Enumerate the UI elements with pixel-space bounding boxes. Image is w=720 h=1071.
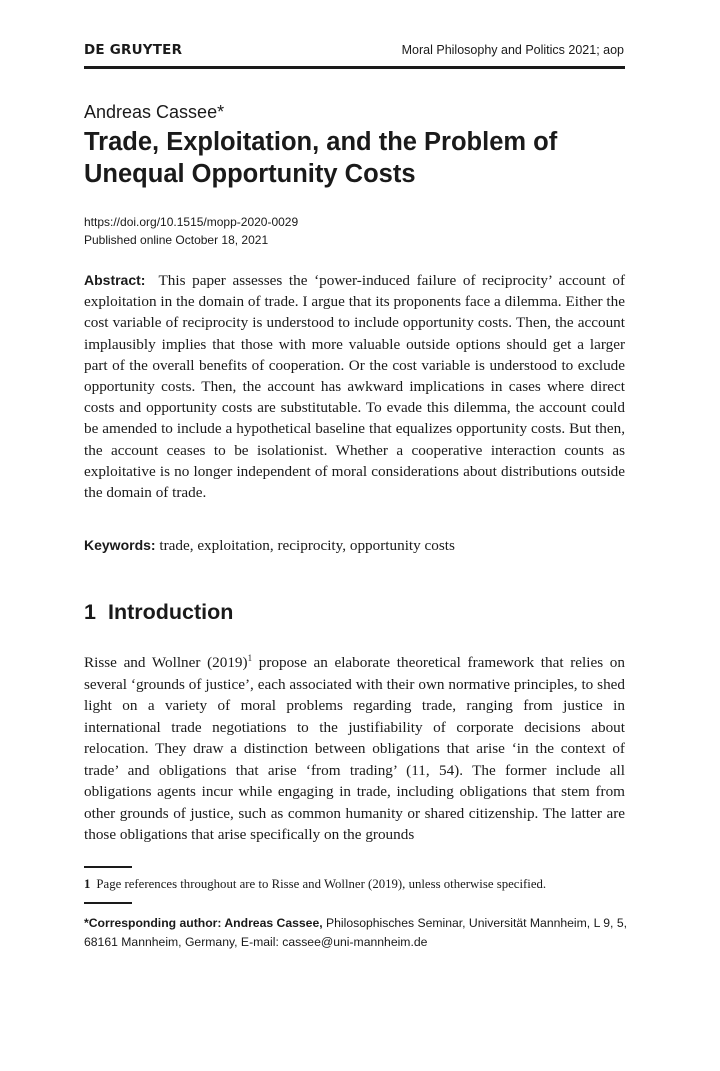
keywords-text: trade, exploitation, reciprocity, opportunity costs (159, 537, 455, 554)
intro-paragraph (84, 652, 625, 846)
abstract (84, 270, 625, 503)
keywords (84, 537, 625, 555)
footnote-text: Page references throughout are to Risse and Wollner (2019), unless otherwise specified. (96, 877, 547, 891)
corresponding-label: *Corresponding author: Andreas Cassee, (84, 916, 323, 930)
published-date: Published online October 18, 2021 (84, 233, 269, 247)
corresponding-rule (84, 902, 132, 904)
corresponding-text: Philosophisches Seminar, Universität Mannheim, L 9, 5, 68161 Mannheim, Germany, E-mail: cassee@uni-mannheim.de (84, 916, 627, 949)
section-heading (84, 600, 233, 625)
section-number: 1 (84, 600, 96, 624)
article-meta (84, 213, 298, 249)
journal-name: Moral Philosophy and Politics 2021; aop (401, 43, 624, 57)
footnote (84, 877, 546, 892)
corresponding-author (84, 914, 629, 952)
abstract-text: This paper assesses the ‘power-induced failure of reciprocity’ account of exploitation in the domain of trade. I argue that its proponents face a dilemma. Either the cost variable of reciprocity is understood to include opportunity costs. Then, the account implausibly implies that those with more valuable outside options should get a larger part of the overall benefits of cooperation. Or the cost variable is understood to exclude opportunity costs. Then, the account has awkward implications in cases where direct costs and opportunity costs are substitutable. To evade this dilemma, the account could be amended to include a hypothetical baseline that equalizes opportunity costs. But then, the account ceases to be isolationist. Whether a cooperative interaction counts as exploitative is no longer independent of moral considerations about distributions outside the domain of trade. (84, 272, 625, 502)
doi-link[interactable]: https://doi.org/10.1515/mopp-2020-0029 (84, 215, 299, 229)
publisher-logo: DE GRUYTER (84, 42, 183, 58)
section-title: Introduction (107, 600, 234, 624)
footnote-rule (84, 866, 132, 868)
author-name: Andreas Cassee* (84, 102, 225, 122)
footnote-marker[interactable]: 1 (247, 652, 253, 663)
header-rule (84, 66, 625, 69)
keywords-label: Keywords: (84, 537, 156, 553)
abstract-label: Abstract: (84, 272, 146, 288)
intro-citation: Risse and Wollner (2019) (84, 654, 248, 671)
article-title: Trade, Exploitation, and the Problem of Unequal Opportunity Costs (84, 128, 558, 188)
footnote-number: 1 (84, 877, 91, 891)
intro-text: propose an elaborate theoretical framework that relies on several ‘grounds of justice’, each associated with their own normative principles, to shed light on a variety of moral problems regarding trade, ranging from justice in international trade negotiations to the justifiability of corporate decisions about relocation. They draw a distinction between obligations that arise ‘in the context of trade’ and obligations that arise ‘from trading’ (11, 54). The former include all obligations agents incur while engaging in trade, including obligations that stem from other grounds of justice, such as common humanity or shared citizenship. The latter are those obligations that arise specifically on the grounds (84, 654, 625, 843)
